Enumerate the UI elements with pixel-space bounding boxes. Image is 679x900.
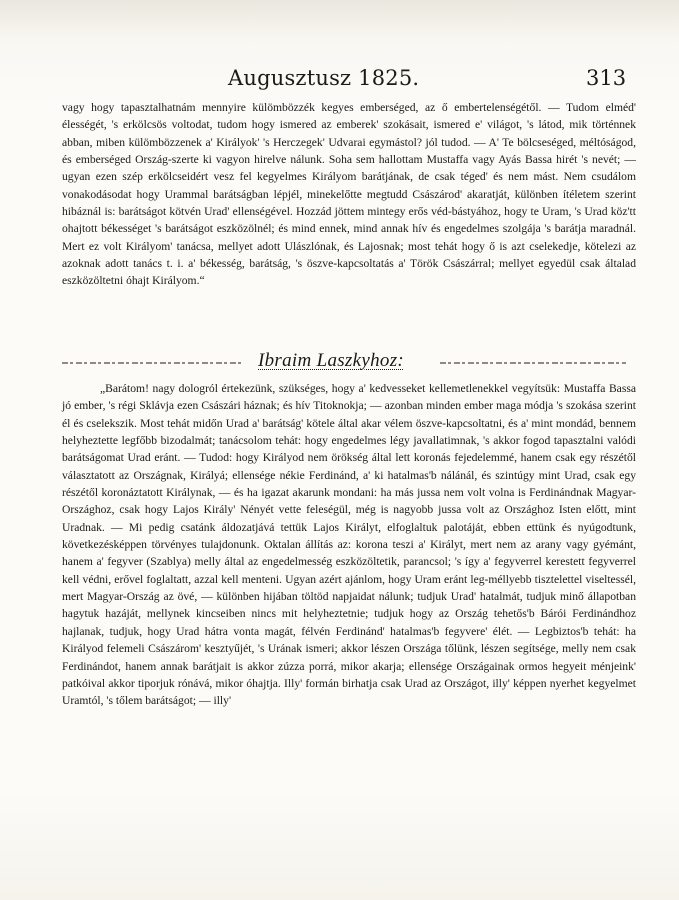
page-number: 313 (586, 66, 627, 90)
letter-continuation (62, 99, 636, 290)
paragraph: „Barátom! nagy dologról értekezünk, szükséges, hogy a' kedvesseket kellemetlenekkel vegyítsük: Mustaffa Bassa jó ember, 's régi Sklávja ezen Császári háznak; és hív Titoknokja; — azonban minden ember maga módja 's szokása szerint él és cselekszik. Most tehát midőn Urad a' barátság' kötele által akar vélem öszve-kapcsoltatni, és a' mint mondád, bennem helyheztette legfőbb bizodalmát; tanácsolom tehát: hogy engedelmes légy javallatimnak, 's akkor fogod tapasztalni valódi barátságomat Urad eránt. — Tudod: hogy Királyod nem örökség által lett koronás fejedelemmé, hanem csak egy részétől választatott az Országnak, Királyá; ellensége nékie Ferdinánd, a' ki hatalmas'b nálánál, és szintúgy mint Urad, csak egy részétől koronáztatott Királynak, — és ha igazat akarunk mondani: ha más jussa nem volt volna is Ferdinándnak Magyar-Országhoz, csak hogy Lajos Király' Nényét vette feleségül, még is nagyobb jussa volt az Országhoz Isten előtt, mint Uradnak. — Mi pedig csatánk áldozatjává tettük Lajos Királyt, elfoglaltuk palotáját, ebben ettünk és nyúgodtunk, következésképpen törvényes tulajdonunk. Oktalan állítás az: korona teszi a' Királyt, mert nem az arany vagy gyémánt, hanem a' fegyver (Szablya) melly által az engedelmesség eszközöltetik, parancsol; 's így a' fegyverrel kerestett fegyverrel kell védni, erővel foglaltatt, azzal kell menteni. Ugyan azért ajánlom, hogy Uram eránt leg-méllyebb tisztelettel viseltessél, mert Magyar-Ország az övé, — különben hijában töltöd napjaidat nálunk; tudjuk Urad' hatalmát, tudjuk minő állapotban hagytuk hazáját, mellynek kincseiben nincs mit helyheztetnie; tudjuk hogy az Ország tehetős'b Bárói Ferdinándhoz hajlanak, tudjuk, hogy Urad hátra vonta magát, félvén Ferdinánd' hatalmas'b fegyvere' élét. — Legbiztos'b tehát: ha Királyod felemeli Császárom' kesztyűjét, 's Urának ismeri; akkor lészen Országa tőlünk, lészen segítsége, melly nem csak Ferdinándot, hanem annak barátjait is akkor zúzza porrá, mikor akarja; ellensége Országainak ormos hegyeit ménjeink' patkóival akkor tiporjuk rónává, mikor óhajtja. Illy' formán birhatja csak Urad az Országot, illy' képpen nyerhet kegyelmet Uramtól, 's tőlem barátságot; — illy' (62, 382, 636, 708)
section-heading: Ibraim Laszkyhoz: (258, 350, 405, 371)
decorative-rule-left (62, 362, 242, 364)
running-title: Augusztusz 1825. (228, 66, 420, 90)
page-header (0, 66, 679, 94)
decorative-rule-right (440, 362, 626, 364)
paragraph: vagy hogy tapasztalhatnám mennyire külömbözzék kegyes emberséged, az ő embertelenségétől. — Tudom elméd' élességét, 's erkölcsös voltodat, tudom hogy ismered az emberek' szokásait, ismered e' világot, 's látod, mik történnek abban, miben külömbözzenek a' Királyok' 's Herczegek' Udvarai egymástol? jól tudod. — A' Te bölcseséged, méltóságod, és emberséged Ország-szerte ki vagyon hirelve nálunk. Soha sem hallottam Mustaffa vagy Ayás Bassa hirét 's nevét; — ugyan ezen szép erkölcseidért vesz fel kegyelmes Királyom barátjának, de csak téged' és nem mást. Nem csudálom vonakodásodat hogy Urammal barátságban lépjél, minekelőtte megtudd Császárod' akaratját, különben ítéletem szerint hibáznál is: barátságot kötvén Urad' ellenségével. Hozzád jöttem mintegy erős véd-bástyához, hogy te Uram, 's Urad köz'tt ohajtott békességet 's barátságot eszközölnél; és mind ennek, mind annak hív és engedelmes szolgája 's barátja maradnál. Mert ez volt Királyom' tanácsa, mellyet adott Ulászlónak, és Lajosnak; most tehát hogy ő is azt cselekedje, kötelezi az azoknak adott tanács t. i. a' békesség, barátság, 's öszve-kapcsoltatás a' Török Császárral; mellyet egyedül csak általad eszközöltetni óhajt Királyom.“ (62, 101, 636, 288)
ibraim-letter (62, 380, 636, 710)
paper-edge-shading (0, 0, 679, 40)
